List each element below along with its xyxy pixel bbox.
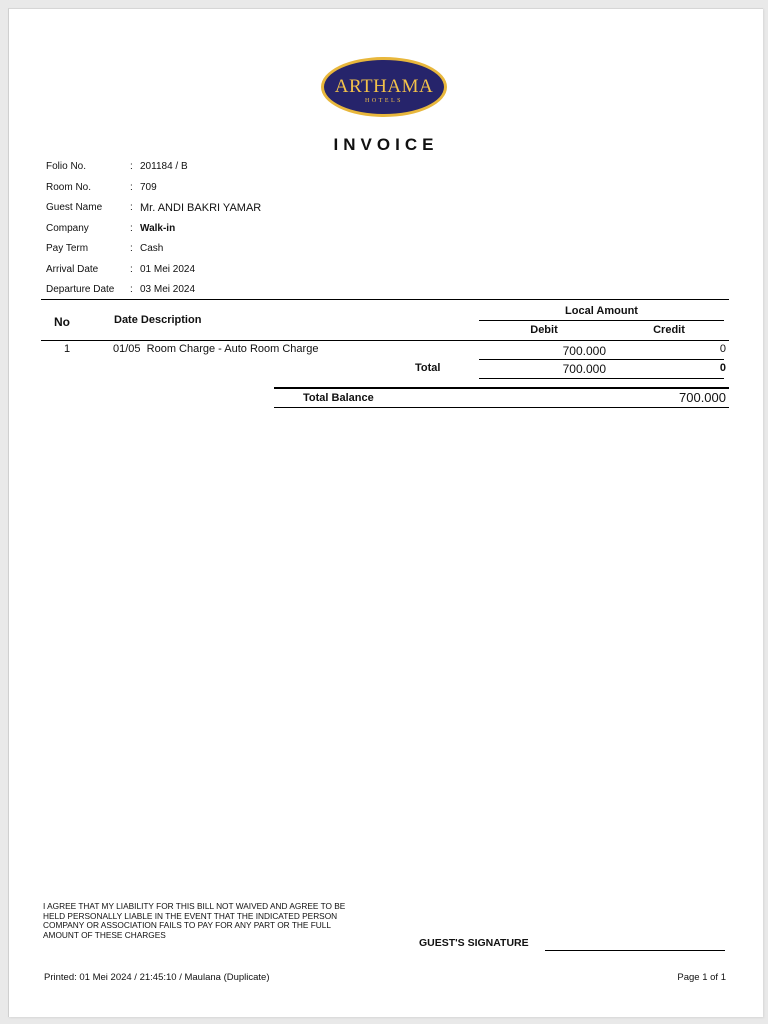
balance-top-rule (274, 387, 729, 389)
room-label: Room No. (46, 182, 92, 193)
folio-label: Folio No. (46, 161, 87, 172)
arrival-colon: : (130, 264, 133, 275)
total-top-rule (479, 359, 724, 360)
company-value: Walk-in (140, 223, 176, 234)
total-balance-value: 700.000 (679, 390, 726, 405)
row-credit: 0 (719, 343, 726, 355)
total-credit: 0 (719, 362, 726, 374)
col-header-debit: Debit (530, 324, 558, 336)
row-date-description: 01/05 Room Charge - Auto Room Charge (113, 343, 319, 355)
payterm-colon: : (130, 243, 133, 254)
payterm-value: Cash (140, 243, 164, 254)
printed-info: Printed: 01 Mei 2024 / 21:45:10 / Maulana (Duplicate) (44, 972, 270, 983)
hotel-logo (321, 57, 447, 117)
room-value: 709 (140, 182, 157, 193)
balance-bottom-rule (274, 407, 729, 408)
page-number: Page 1 of 1 (677, 972, 726, 983)
col-header-credit: Credit (653, 324, 685, 336)
departure-label: Departure Date (46, 284, 115, 295)
guest-signature-line (545, 950, 725, 951)
company-colon: : (130, 223, 133, 234)
logo-name: ARTHAMA (334, 76, 434, 97)
col-header-no: No (54, 315, 70, 329)
arrival-label: Arrival Date (46, 264, 99, 275)
folio-value: 201184 / B (140, 161, 188, 172)
logo-subtitle: HOTELS (365, 98, 403, 104)
departure-value: 03 Mei 2024 (140, 284, 196, 295)
departure-colon: : (130, 284, 133, 295)
total-debit: 700.000 (562, 362, 606, 376)
row-debit: 700.000 (562, 344, 606, 358)
guest-signature-label: GUEST'S SIGNATURE (419, 937, 529, 949)
company-label: Company (46, 223, 89, 234)
arrival-value: 01 Mei 2024 (140, 264, 196, 275)
guest-label: Guest Name (46, 202, 103, 213)
guest-colon: : (130, 202, 133, 213)
folio-colon: : (130, 161, 133, 172)
document-title: INVOICE (333, 135, 439, 154)
total-balance-label: Total Balance (303, 392, 374, 404)
invoice-page (8, 8, 763, 1017)
col-header-date-description: Date Description (114, 314, 202, 326)
total-bottom-rule (479, 378, 724, 379)
col-header-local-amount: Local Amount (565, 305, 638, 317)
table-top-rule (41, 299, 729, 300)
room-colon: : (130, 182, 133, 193)
total-label: Total (415, 362, 441, 374)
guest-value: Mr. ANDI BAKRI YAMAR (140, 202, 262, 214)
payterm-label: Pay Term (46, 243, 89, 254)
row-no: 1 (64, 343, 71, 355)
header-bottom-rule (41, 340, 729, 341)
local-amount-rule (479, 320, 724, 321)
liability-terms: I AGREE THAT MY LIABILITY FOR THIS BILL NOT WAIVED AND AGREE TO BE HELD PERSONALLY LIABLE IN THE EVENT THAT THE INDICATED PERSON COMPANY OR ASSOCIATION FAILS TO PAY FOR ANY PART OR THE FULL AMOUNT OF THESE CHARGES (43, 901, 346, 940)
